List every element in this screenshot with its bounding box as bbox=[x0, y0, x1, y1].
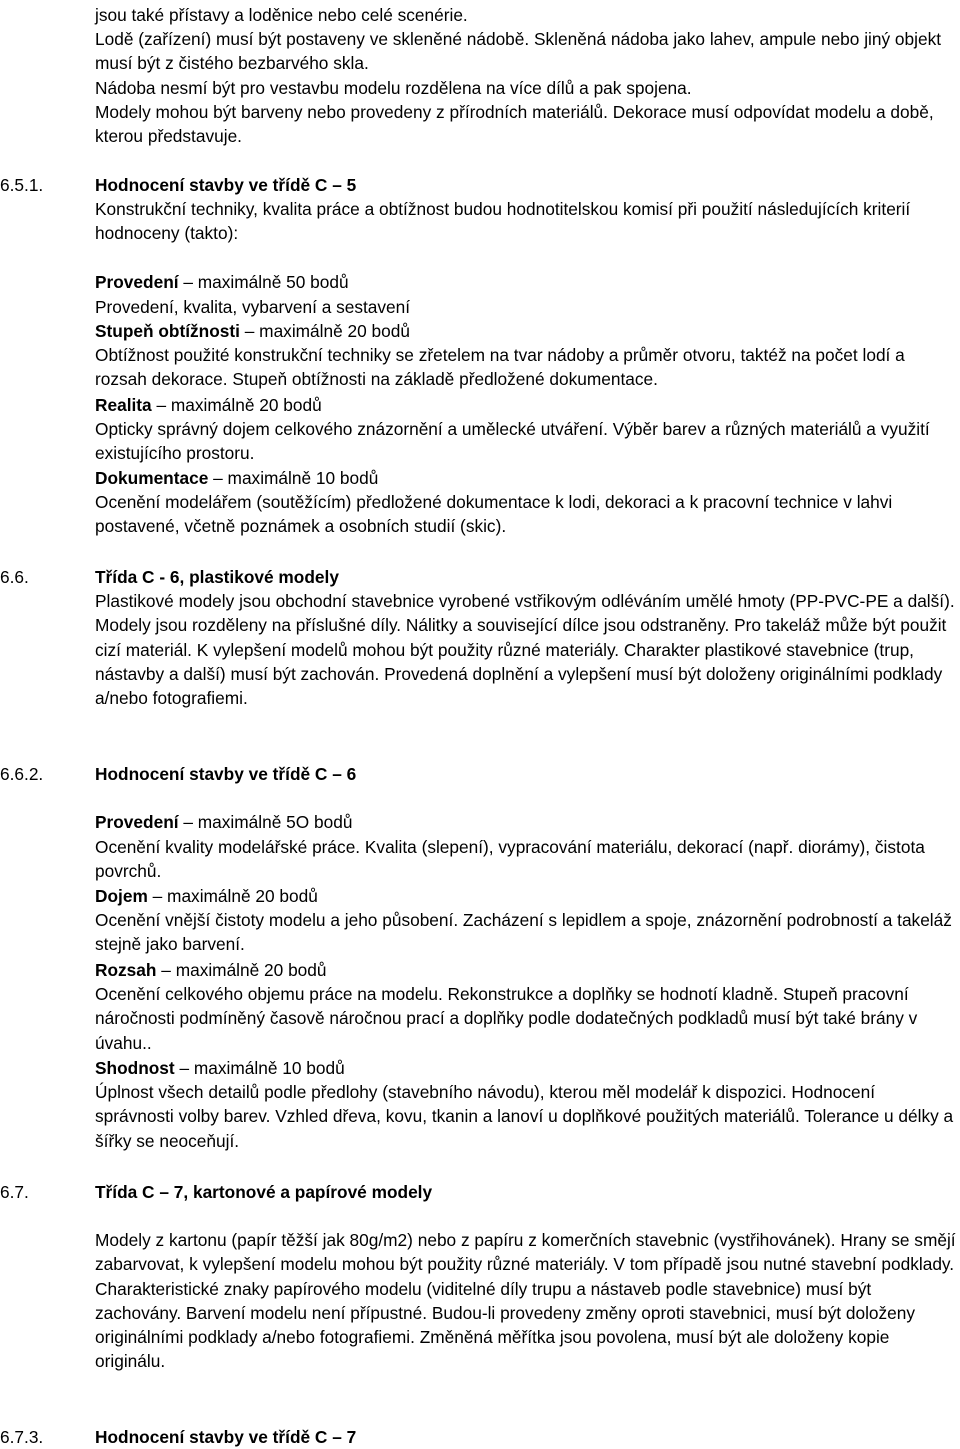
section-title: Hodnocení stavby ve třídě C – 7 bbox=[95, 1427, 357, 1447]
intro-line-2: Lodě (zařízení) musí být postaveny ve skleněné nádobě. Skleněná nádoba jako lahev, ampule nebo jiný objekt musí být z čistého bezbarvého skla. bbox=[95, 29, 942, 74]
criterion-points: – maximálně 20 bodů bbox=[152, 886, 318, 906]
intro-line-3: Nádoba nesmí být pro vestavbu modelu rozdělena na více dílů a pak spojena. bbox=[95, 78, 692, 98]
criterion-description: Opticky správný dojem celkového znázornění a umělecké utváření. Výběr barev a různých materiálů a využití existujícího prostoru. bbox=[95, 419, 930, 464]
heading-6-6-2 bbox=[0, 762, 960, 786]
criterion-points: – maximálně 5O bodů bbox=[183, 812, 353, 832]
criterion-heading bbox=[95, 393, 957, 417]
criterion-points: – maximálně 20 bodů bbox=[161, 960, 327, 980]
heading-6-6 bbox=[0, 565, 960, 589]
criterion-heading bbox=[95, 319, 957, 343]
intro-line-4: Modely mohou být barveny nebo provedeny z přírodních materiálů. Dekorace musí odpovídat modelu a době, kterou představuje. bbox=[95, 102, 934, 147]
criterion-heading bbox=[95, 810, 957, 834]
section-title: Hodnocení stavby ve třídě C – 6 bbox=[95, 764, 357, 784]
criterion-description: Obtížnost použité konstrukční techniky se zřetelem na tvar nádoby a průměr otvoru, taktéž na počet lodí a rozsah dekorace. Stupeň obtížnosti na základě předložené dokumentace. bbox=[95, 345, 905, 390]
criterion-name: Provedení bbox=[95, 812, 179, 832]
criterion-heading bbox=[95, 466, 957, 490]
criterion-description: Provedení, kvalita, vybarvení a sestavení bbox=[95, 297, 411, 317]
criterion-heading bbox=[95, 884, 957, 908]
criterion-name: Realita bbox=[95, 395, 152, 415]
criterion-points: – maximálně 20 bodů bbox=[244, 321, 411, 341]
criterion-name: Shodnost bbox=[95, 1058, 175, 1078]
criterion-description: Ocenění modelářem (soutěžícím) předložené dokumentace k lodi, dekoraci a k pracovní technice v lahvi postavené, včetně poznámek a osobních studií (skic). bbox=[95, 492, 893, 537]
criterion-name: Dojem bbox=[95, 886, 148, 906]
criterion-name: Rozsah bbox=[95, 960, 157, 980]
criterion-description: Úplnost všech detailů podle předlohy (stavebního návodu), kterou měl modelář k dispozici. Hodnocení správnosti volby barev. Vzhled dřeva, kovu, tkanin a lanoví u doplňkové použitých materiálů. Tolerance u délky a šířky se neoceňují. bbox=[95, 1082, 954, 1151]
criterion-points: – maximálně 20 bodů bbox=[156, 395, 322, 415]
heading-6-7 bbox=[0, 1180, 960, 1204]
criterion-description: Ocenění celkového objemu práce na modelu. Rekonstrukce a doplňky se hodnotí kladně. Stupeň pracovní náročnosti podmíněný časově náročnou prací a doplňky podle dodatečných podkladů musí být také brány v úvahu.. bbox=[95, 984, 918, 1053]
section-number: 6.6. bbox=[0, 567, 29, 587]
section-number: 6.7.3. bbox=[0, 1427, 44, 1447]
criterion-heading bbox=[95, 958, 957, 982]
criterion-points: – maximálně 10 bodů bbox=[174, 1058, 345, 1078]
section-number: 6.6.2. bbox=[0, 764, 44, 784]
criterion-points: – maximálně 50 bodů bbox=[183, 272, 349, 292]
criterion-name: Stupeň obtížnosti bbox=[95, 321, 240, 341]
criterion-name: Provedení bbox=[95, 272, 179, 292]
section-title: Třída C - 6, plastikové modely bbox=[95, 567, 339, 587]
section-number: 6.7. bbox=[0, 1182, 29, 1202]
intro-line-1: jsou také přístavy a loděnice nebo celé scenérie. bbox=[95, 5, 468, 25]
section-title: Hodnocení stavby ve třídě C – 5 bbox=[95, 175, 357, 195]
criteria-intro: Konstrukční techniky, kvalita práce a obtížnost budou hodnotitelskou komisí při použití následujících kriterií hodnoceny (takto): bbox=[95, 199, 911, 244]
criterion-description: Ocenění kvality modelářské práce. Kvalita (slepení), vypracování materiálu, dekorací (např. diorámy), čistota povrchů. bbox=[95, 837, 925, 882]
section-title: Třída C – 7, kartonové a papírové modely bbox=[95, 1182, 433, 1202]
criterion-name: Dokumentace bbox=[95, 468, 209, 488]
section-body: Plastikové modely jsou obchodní stavebnice vyrobené vstřikovým odléváním umělé hmoty (PP-PVC-PE a další). Modely jsou rozděleny na příslušné díly. Nálitky a související dílce jsou odstraněny. Pro takeláž může být použit cizí materiál. K vylepšení modelů mohou být použity různé materiály. Charakter plastikové stavebnice (trup, nástavby a další) musí být zachován. Provedená doplnění a vylepšení musí být doloženy originálními podklady a/nebo fotografiemi. bbox=[95, 591, 955, 709]
heading-6-7-3 bbox=[0, 1425, 960, 1449]
criterion-heading bbox=[95, 1056, 957, 1080]
section-number: 6.5.1. bbox=[0, 175, 44, 195]
section-body: Modely z kartonu (papír těžší jak 80g/m2) nebo z papíru z komerčních stavebnic (vystřihovánek). Hrany se smějí zabarvovat, k vylepšení modelu mohou být použity různé materiály. V tom případě jsou nutné stavební podklady. Charakteristické znaky papírového modelu (viditelné díly trupu a nástaveb podle stavebnice) musí být zachovány. Barvení modelu není přípustné. Budou-li provedeny změny oproti stavebnici, musí být doloženy originálními podklady a/nebo fotografiemi. Změněná měřítka jsou povolena, musí být ale doloženy kopie originálu. bbox=[95, 1230, 956, 1372]
heading-6-5-1 bbox=[0, 173, 960, 197]
criterion-heading bbox=[95, 270, 957, 294]
criterion-description: Ocenění vnější čistoty modelu a jeho působení. Zacházení s lepidlem a spoje, znázornění podrobností a takeláž stejně jako barvení. bbox=[95, 910, 952, 955]
criterion-points: – maximálně 10 bodů bbox=[213, 468, 379, 488]
